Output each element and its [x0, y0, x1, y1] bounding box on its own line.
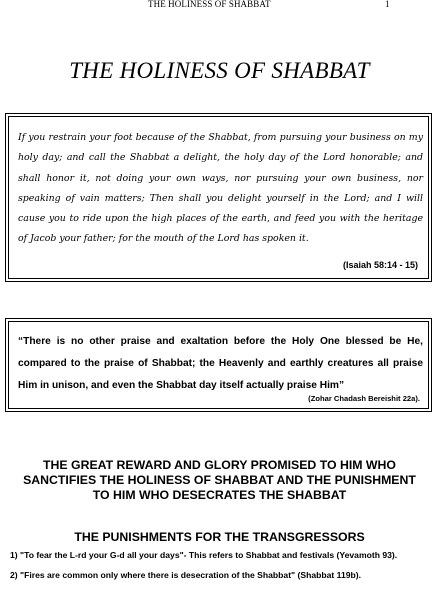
zohar-quote-source: (Zohar Chadash Bereishit 22a). — [308, 394, 420, 403]
list-item: 1) "To fear the L-rd your G-d all your days"- This refers to Shabbat and festivals (Yevamoth 93). — [10, 550, 398, 560]
zohar-quote-box — [5, 318, 432, 412]
page-number: 1 — [385, 0, 390, 9]
scripture-quote-text: If you restrain your foot because of the Shabbat, from pursuing your business on my holy day; and call the Shabbat a delight, the holy day of the Lord honorable; and shall honor it, not doing your own ways, nor pursuing your own business, nor speaking of vain matters; Then shall you delight yourself in the Lord; and I will cause you to ride upon the high places of the earth, and feed you with the heritage of Jacob your father; for the mouth of the Lord has spoken it. — [18, 132, 423, 245]
page-title: THE HOLINESS OF SHABBAT — [69, 58, 370, 83]
zohar-quote-text: “There is no other praise and exaltation before the Holy One blessed be He, compared to the praise of Shabbat; the Heavenly and earthly creatures all praise Him in unison, and even the Shabbat day itself actually praise Him” — [18, 336, 423, 391]
section-heading-line: TO HIM WHO DESECRATES THE SHABBAT — [92, 488, 347, 502]
section-heading-line: SANCTIFIES THE HOLINESS OF SHABBAT AND THE PUNISHMENT — [23, 473, 416, 487]
zohar-quote-inner-border — [8, 321, 429, 409]
scripture-quote-box — [5, 113, 432, 282]
scripture-quote-inner-border — [8, 116, 429, 279]
section-heading-line: THE GREAT REWARD AND GLORY PROMISED TO HIM WHO — [43, 458, 396, 472]
list-item: 2) "Fires are common only where there is desecration of the Shabbat" (Shabbat 119b). — [10, 570, 362, 580]
running-header — [0, 0, 439, 12]
punishments-list — [10, 549, 429, 589]
running-title: THE HOLINESS OF SHABBAT — [148, 0, 271, 9]
punishments-subheading: THE PUNISHMENTS FOR THE TRANSGRESSORS — [74, 530, 365, 544]
section-heading — [0, 458, 439, 503]
scripture-quote-source: (Isaiah 58:14 - 15) — [342, 260, 418, 270]
